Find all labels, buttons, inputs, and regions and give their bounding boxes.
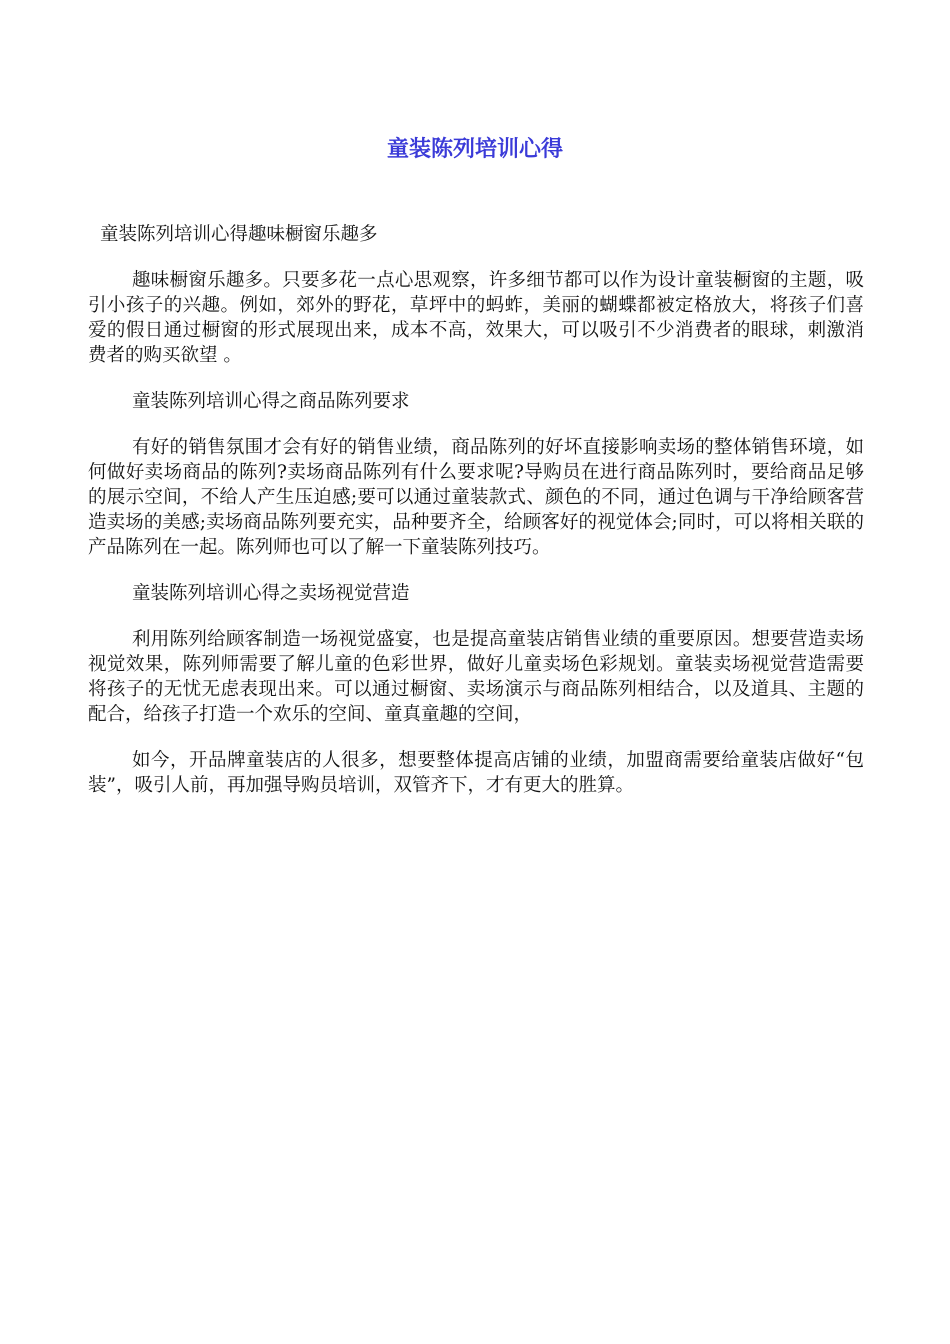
paragraph-window-display: 趣味橱窗乐趣多。只要多花一点心思观察，许多细节都可以作为设计童装橱窗的主题，吸引小孩子的兴趣。例如，郊外的野花，草坪中的蚂蚱，美丽的蝴蝶都被定格放大，将孩子们喜爱的假日通过橱窗的形式展现出来，成本不高，效果大，可以吸引不少消费者的眼球，刺激消费者的购买欲望 。 <box>88 270 864 366</box>
section-heading-display-requirements: 童装陈列培训心得之商品陈列要求 <box>132 391 410 412</box>
document-title: 童装陈列培训心得 <box>386 137 563 162</box>
paragraph-display-requirements: 有好的销售氛围才会有好的销售业绩，商品陈列的好坏直接影响卖场的整体销售环境，如何做好卖场商品的陈列?卖场商品陈列有什么要求呢?导购员在进行商品陈列时，要给商品足够的展示空间，不给人产生压迫感;要可以通过童装款式、颜色的不同，通过色调与干净给顾客营造卖场的美感;卖场商品陈列要充实，品种要齐全，给顾客好的视觉体会;同时，可以将相关联的产品陈列在一起。陈列师也可以了解一下童装陈列技巧。 <box>88 437 864 558</box>
paragraph-visual-creation: 利用陈列给顾客制造一场视觉盛宴，也是提高童装店销售业绩的重要原因。想要营造卖场视觉效果，陈列师需要了解儿童的色彩世界，做好儿童卖场色彩规划。童装卖场视觉营造需要将孩子的无忧无虑表现出来。可以通过橱窗、卖场演示与商品陈列相结合，以及道具、主题的配合，给孩子打造一个欢乐的空间、童真童趣的空间， <box>88 629 864 725</box>
intro-line: 童装陈列培训心得趣味橱窗乐趣多 <box>100 224 378 245</box>
section-heading-visual-creation: 童装陈列培训心得之卖场视觉营造 <box>132 583 410 604</box>
paragraph-conclusion: 如今，开品牌童装店的人很多，想要整体提高店铺的业绩，加盟商需要给童装店做好“包装”，吸引人前，再加强导购员培训，双管齐下，才有更大的胜算。 <box>88 750 864 796</box>
document-body <box>88 222 864 819</box>
